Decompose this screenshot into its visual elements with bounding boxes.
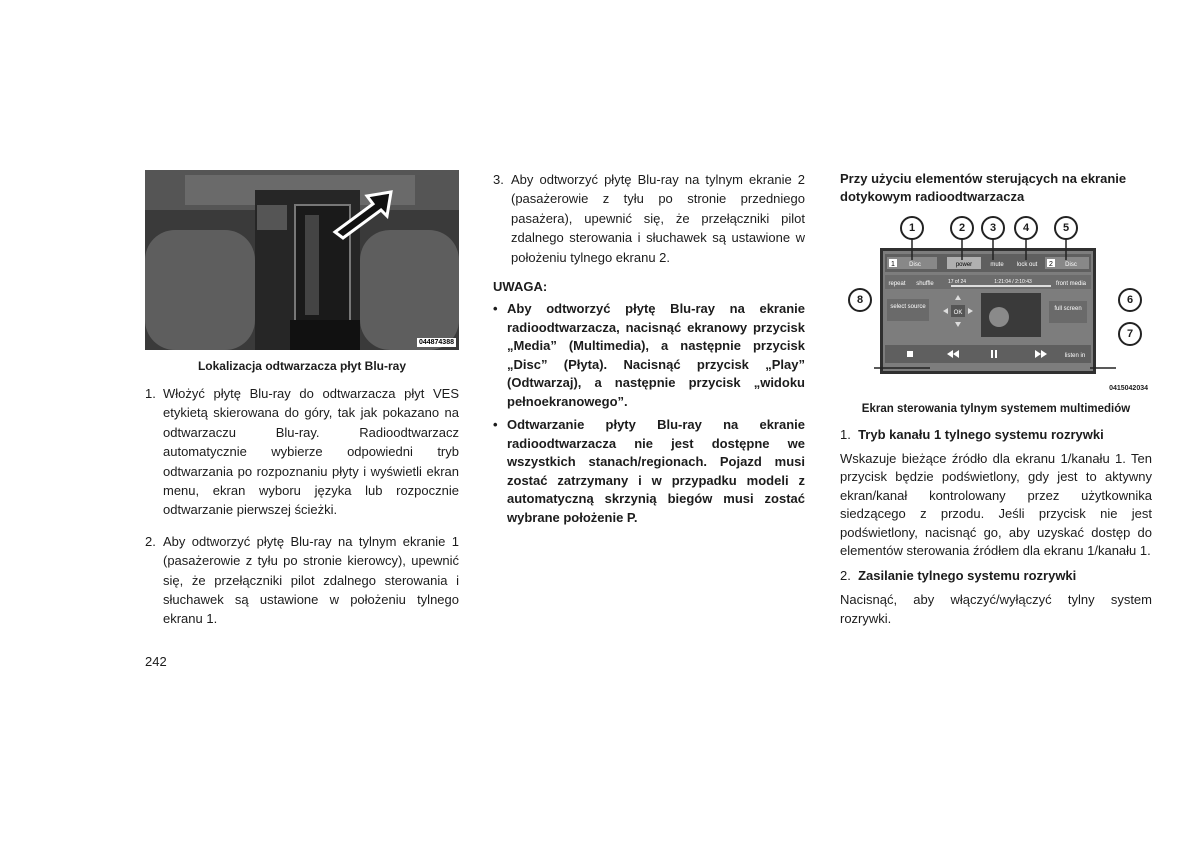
callout-2: 2	[950, 216, 974, 240]
note-title: UWAGA:	[493, 279, 548, 295]
item-heading	[840, 427, 1152, 442]
steps-list-1	[145, 384, 459, 629]
select-source-label: select source	[890, 304, 926, 310]
item-text: Wskazuje bieżące źródło dla ekranu 1/kanału 1. Ten przycisk będzie podświetlony, gdy jest to aktywny ekran/kanał kontrolowany przez użytkownika siedzącego z przodu. Jeśli przycisk nie jest podświetlony, nacisnąć go, aby uzyskać dostęp do elementów sterowania źródłem dla ekranu 1/kanału 1.	[840, 451, 1152, 559]
track-time: 1:21:04 / 2:10:43	[994, 279, 1032, 285]
blu-ray-player-photo	[145, 170, 459, 350]
track-count: 17 of 24	[947, 279, 967, 285]
page-number: 242	[145, 654, 167, 669]
mute-label: mute	[990, 262, 1004, 268]
shuffle-label: shuffle	[916, 281, 934, 287]
disc1-label: Disc	[909, 262, 921, 268]
note-bullet: • Odtwarzanie płyty Blu-ray na ekranie radioodtwarzacza nie jest dostępne we wszystkich stanach/regionach. Pojazd musi zostać zatrzymany i w przypadku modeli z automatyczną skrzynią biegów musi zostać wybrane położenie P.	[493, 416, 805, 527]
ch2-label: 2	[1049, 261, 1053, 268]
screen-caption: Ekran sterowania tylnym systemem multimediów	[861, 403, 1131, 415]
callout-7: 7	[1118, 322, 1142, 346]
item-title: Zasilanie tylnego systemu rozrywki	[858, 568, 1077, 584]
item-number: 1.	[840, 427, 851, 442]
callout-lines	[840, 216, 1152, 394]
ok-label: OK	[953, 310, 963, 316]
callout-4: 4	[1014, 216, 1038, 240]
step-text: Aby odtworzyć płytę Blu-ray na tylnym ekranie 1 (pasażerowie z tyłu po stronie kierowcy), upewnić się, że przełączniki pilot zdalnego sterowania i słuchawek są ustawione w położeniu tylnego ekranu 1.	[163, 533, 459, 627]
callout-5: 5	[1054, 216, 1078, 240]
console-image	[145, 170, 459, 350]
step-item	[493, 170, 805, 267]
callout-8: 8	[848, 288, 872, 312]
step-item	[145, 532, 459, 629]
note-bullet: • Aby odtworzyć płytę Blu-ray na ekranie radioodtwarzacza, nacisnąć ekranowy przycisk „Media” (Multimedia), a następnie przycisk „Disc” (Płyta). Nacisnąć przycisk „Play” (Odtwarzaj), a następnie przycisk „widoku pełnoekranowego”.	[493, 300, 805, 411]
photo-caption: Lokalizacja odtwarzacza płyt Blu-ray	[197, 359, 407, 373]
lockout-label: lock out	[1016, 262, 1038, 268]
listen-in-label: listen in	[1064, 353, 1086, 359]
screen-code: 0415042034	[1109, 385, 1148, 392]
callout-6: 6	[1118, 288, 1142, 312]
repeat-label: repeat	[888, 281, 906, 287]
item-text: Nacisnąć, aby włączyć/wyłączyć tylny system rozrywki.	[840, 592, 1152, 626]
note-bullets	[493, 300, 805, 527]
callout-1: 1	[900, 216, 924, 240]
photo-code: 044874388	[418, 339, 454, 346]
disc2-label: Disc	[1065, 262, 1077, 268]
power-label: power	[955, 262, 973, 268]
step-number: 3.	[493, 172, 504, 187]
rear-media-screen-diagram	[840, 216, 1152, 394]
step-item	[145, 384, 459, 520]
ch1-label: 1	[891, 261, 895, 268]
right-column	[840, 170, 1152, 636]
step-text: Włożyć płytę Blu-ray do odtwarzacza płyt VES etykietą skierowana do góry, tak jak pokazano na odtwarzaczu Blu-ray. Radioodtwarzacz automatycznie wybierze odpowiedni tryb odtwarzania po rozpoznaniu płyty i wyświetli ekran menu, ekran wyboru języka lub rozpocznie odtwarzanie pierwszej ścieżki.	[163, 386, 459, 518]
left-column	[145, 170, 459, 641]
step-text: Aby odtworzyć płytę Blu-ray na tylnym ekranie 2 (pasażerowie z tyłu po stronie przedniego pasażera), upewnić się, że przełączniki pilot zdalnego sterowania i słuchawek są ustawione w położeniu tylnego ekranu 2.	[511, 172, 805, 265]
middle-column	[493, 170, 805, 532]
steps-list-2	[493, 170, 805, 267]
front-media-label: front media	[1055, 281, 1087, 287]
step-number: 2.	[145, 533, 156, 549]
item-heading	[840, 568, 1152, 583]
step-number: 1.	[145, 386, 156, 401]
item-number: 2.	[840, 568, 851, 584]
item-title: Tryb kanału 1 tylnego systemu rozrywki	[858, 427, 1104, 442]
section-heading: Przy użyciu elementów sterujących na ekranie dotykowym radioodtwarzacza	[840, 171, 1127, 204]
callout-3: 3	[981, 216, 1005, 240]
full-screen-label: full screen	[1054, 306, 1082, 312]
